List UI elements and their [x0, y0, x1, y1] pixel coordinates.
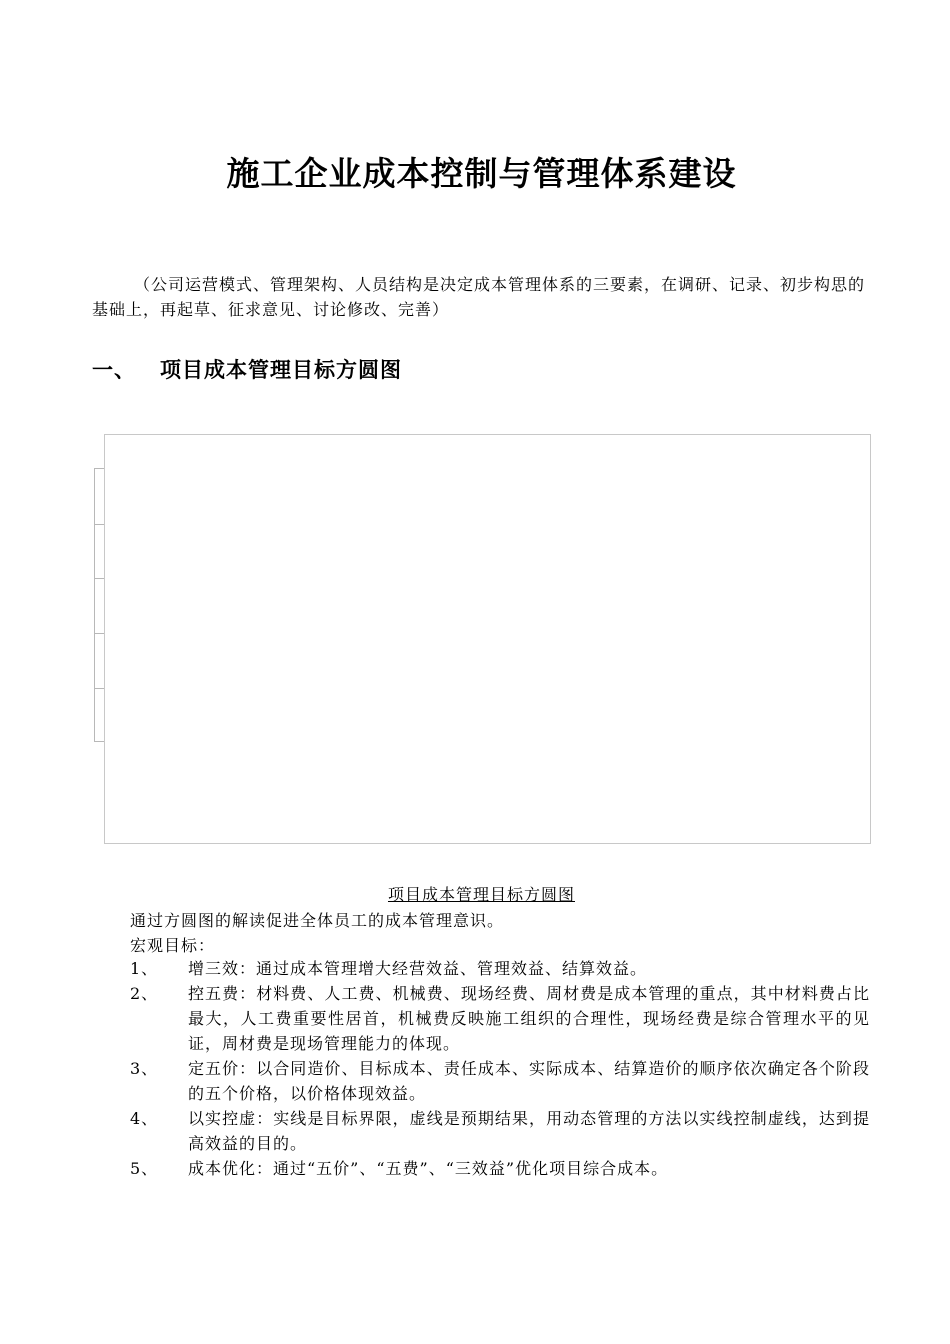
page-title: 施工企业成本控制与管理体系建设 — [226, 154, 737, 193]
side-tick — [94, 633, 104, 634]
list-item-text: 以实控虚：实线是目标界限，虚线是预期结果，用动态管理的方法以实线控制虚线，达到提高效益的目的。 — [188, 1109, 870, 1153]
body-paragraph: 通过方圆图的解读促进全体员工的成本管理意识。 — [130, 911, 505, 930]
list-item — [130, 981, 870, 1056]
side-tick — [94, 578, 104, 579]
list-item — [130, 1106, 870, 1156]
list-item — [130, 1056, 870, 1106]
side-tick — [94, 468, 104, 469]
list-item-number: 3、 — [130, 1059, 159, 1078]
list-item-number: 5、 — [130, 1159, 159, 1178]
list-item-number: 4、 — [130, 1109, 159, 1128]
goal-list — [130, 956, 870, 1181]
diagram-frame — [104, 434, 871, 844]
section-number: 一、 — [92, 358, 136, 382]
side-vertical-line — [94, 468, 95, 742]
intro-paragraph: （公司运营模式、管理架构、人员结构是决定成本管理体系的三要素，在调研、记录、初步构思的基础上，再起草、征求意见、讨论修改、完善） — [92, 275, 866, 319]
side-tick — [94, 688, 104, 689]
list-item — [130, 1156, 870, 1181]
section-heading — [92, 354, 402, 384]
list-item-number: 1、 — [130, 959, 159, 978]
list-item-text: 成本优化：通过“五价”、“五费”、“三效益”优化项目综合成本。 — [188, 1159, 669, 1178]
figure-caption: 项目成本管理目标方圆图 — [387, 885, 575, 904]
body-paragraph: 宏观目标： — [130, 936, 216, 955]
figure-side-marks — [94, 468, 104, 742]
list-item-number: 2、 — [130, 984, 159, 1003]
list-item-text: 控五费：材料费、人工费、机械费、现场经费、周材费是成本管理的重点，其中材料费占比最大，人工费重要性居首，机械费反映施工组织的合理性，现场经费是综合管理水平的见证，周材费是现场管理能力的体现。 — [188, 984, 870, 1053]
list-item-text: 增三效：通过成本管理增大经营效益、管理效益、结算效益。 — [188, 959, 648, 978]
list-item-text: 定五价：以合同造价、目标成本、责任成本、实际成本、结算造价的顺序依次确定各个阶段的五个价格，以价格体现效益。 — [188, 1059, 870, 1103]
side-tick — [94, 741, 104, 742]
side-tick — [94, 524, 104, 525]
section-title: 项目成本管理目标方圆图 — [160, 358, 402, 382]
list-item — [130, 956, 870, 981]
